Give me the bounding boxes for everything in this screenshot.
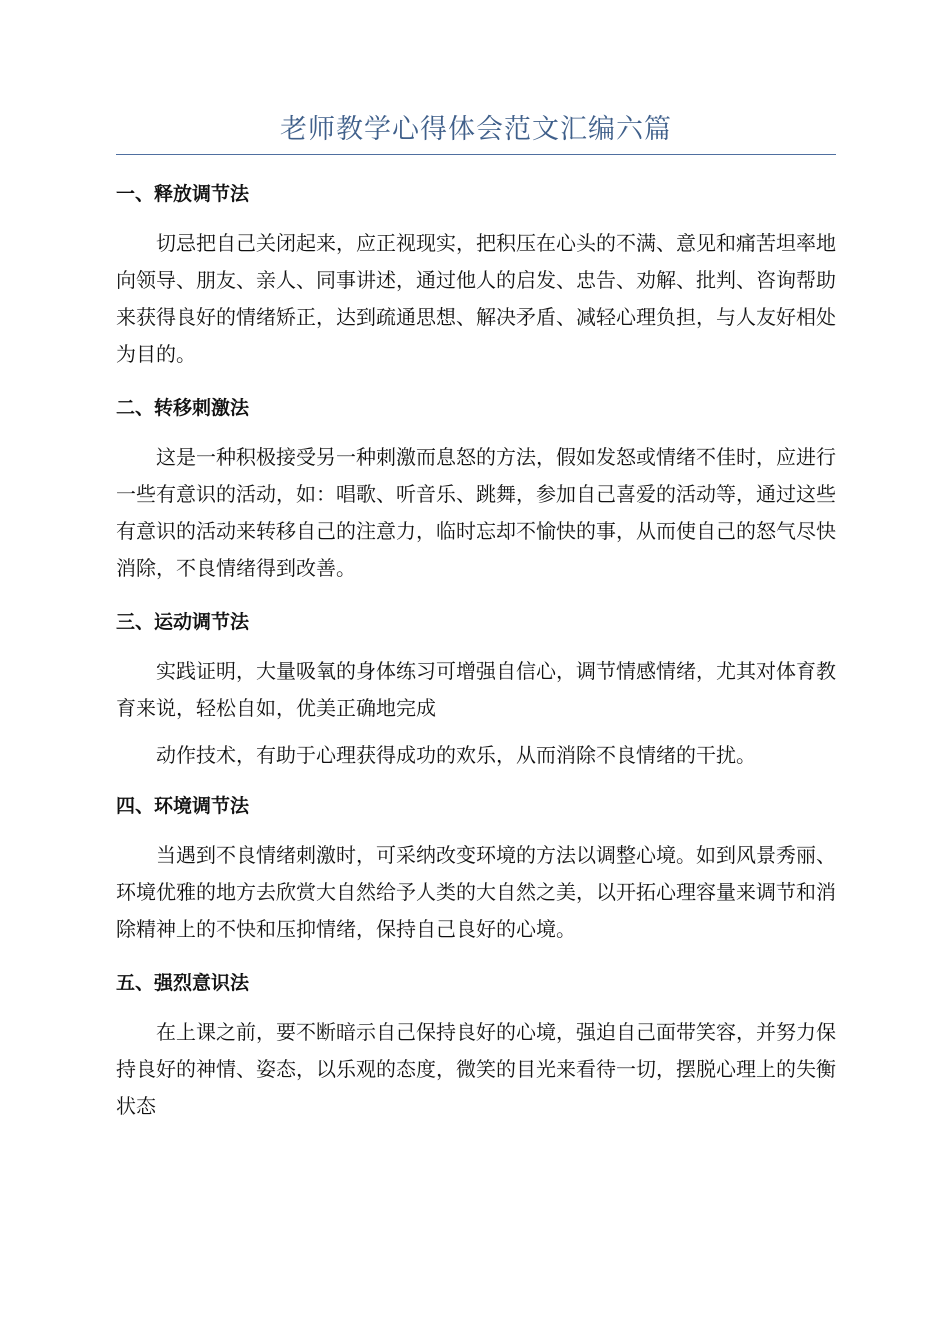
section-3-paragraph-2: 动作技术，有助于心理获得成功的欢乐，从而消除不良情绪的干扰。 [156,743,756,767]
section-heading-4: 四、环境调节法 [116,795,250,817]
section-2-paragraph: 这是一种积极接受另一种刺激而息怒的方法，假如发怒或情绪不佳时，应进行一些有意识的活动，如：唱歌、听音乐、跳舞，参加自己喜爱的活动等，通过这些有意识的活动来转移自己的注意力，临时忘却不愉快的事，从而使自己的怒气尽快消除，不良情绪得到改善。 [116,445,836,580]
section-heading-5: 五、强烈意识法 [116,972,250,994]
section-1-paragraph: 切忌把自己关闭起来，应正视现实，把积压在心头的不满、意见和痛苦坦率地向领导、朋友、亲人、同事讲述，通过他人的启发、忠告、劝解、批判、咨询帮助来获得良好的情绪矫正，达到疏通思想、解决矛盾、减轻心理负担，与人友好相处为目的。 [116,231,836,366]
section-5-paragraph: 在上课之前，要不断暗示自己保持良好的心境，强迫自己面带笑容，并努力保持良好的神情、姿态，以乐观的态度，微笑的目光来看待一切，摆脱心理上的失衡状态 [116,1020,836,1118]
document-page [116,110,836,1125]
section-heading-2: 二、转移刺激法 [116,397,250,419]
document-title: 老师教学心得体会范文汇编六篇 [116,110,836,155]
section-heading-3: 三、运动调节法 [116,611,250,633]
section-4-paragraph: 当遇到不良情绪刺激时，可采纳改变环境的方法以调整心境。如到风景秀丽、环境优雅的地方去欣赏大自然给予人类的大自然之美，以开拓心理容量来调节和消除精神上的不快和压抑情绪，保持自己良好的心境。 [116,843,836,941]
section-3-paragraph-1: 实践证明，大量吸氧的身体练习可增强自信心，调节情感情绪，尤其对体育教育来说，轻松自如，优美正确地完成 [116,659,836,720]
section-heading-1: 一、释放调节法 [116,183,250,205]
